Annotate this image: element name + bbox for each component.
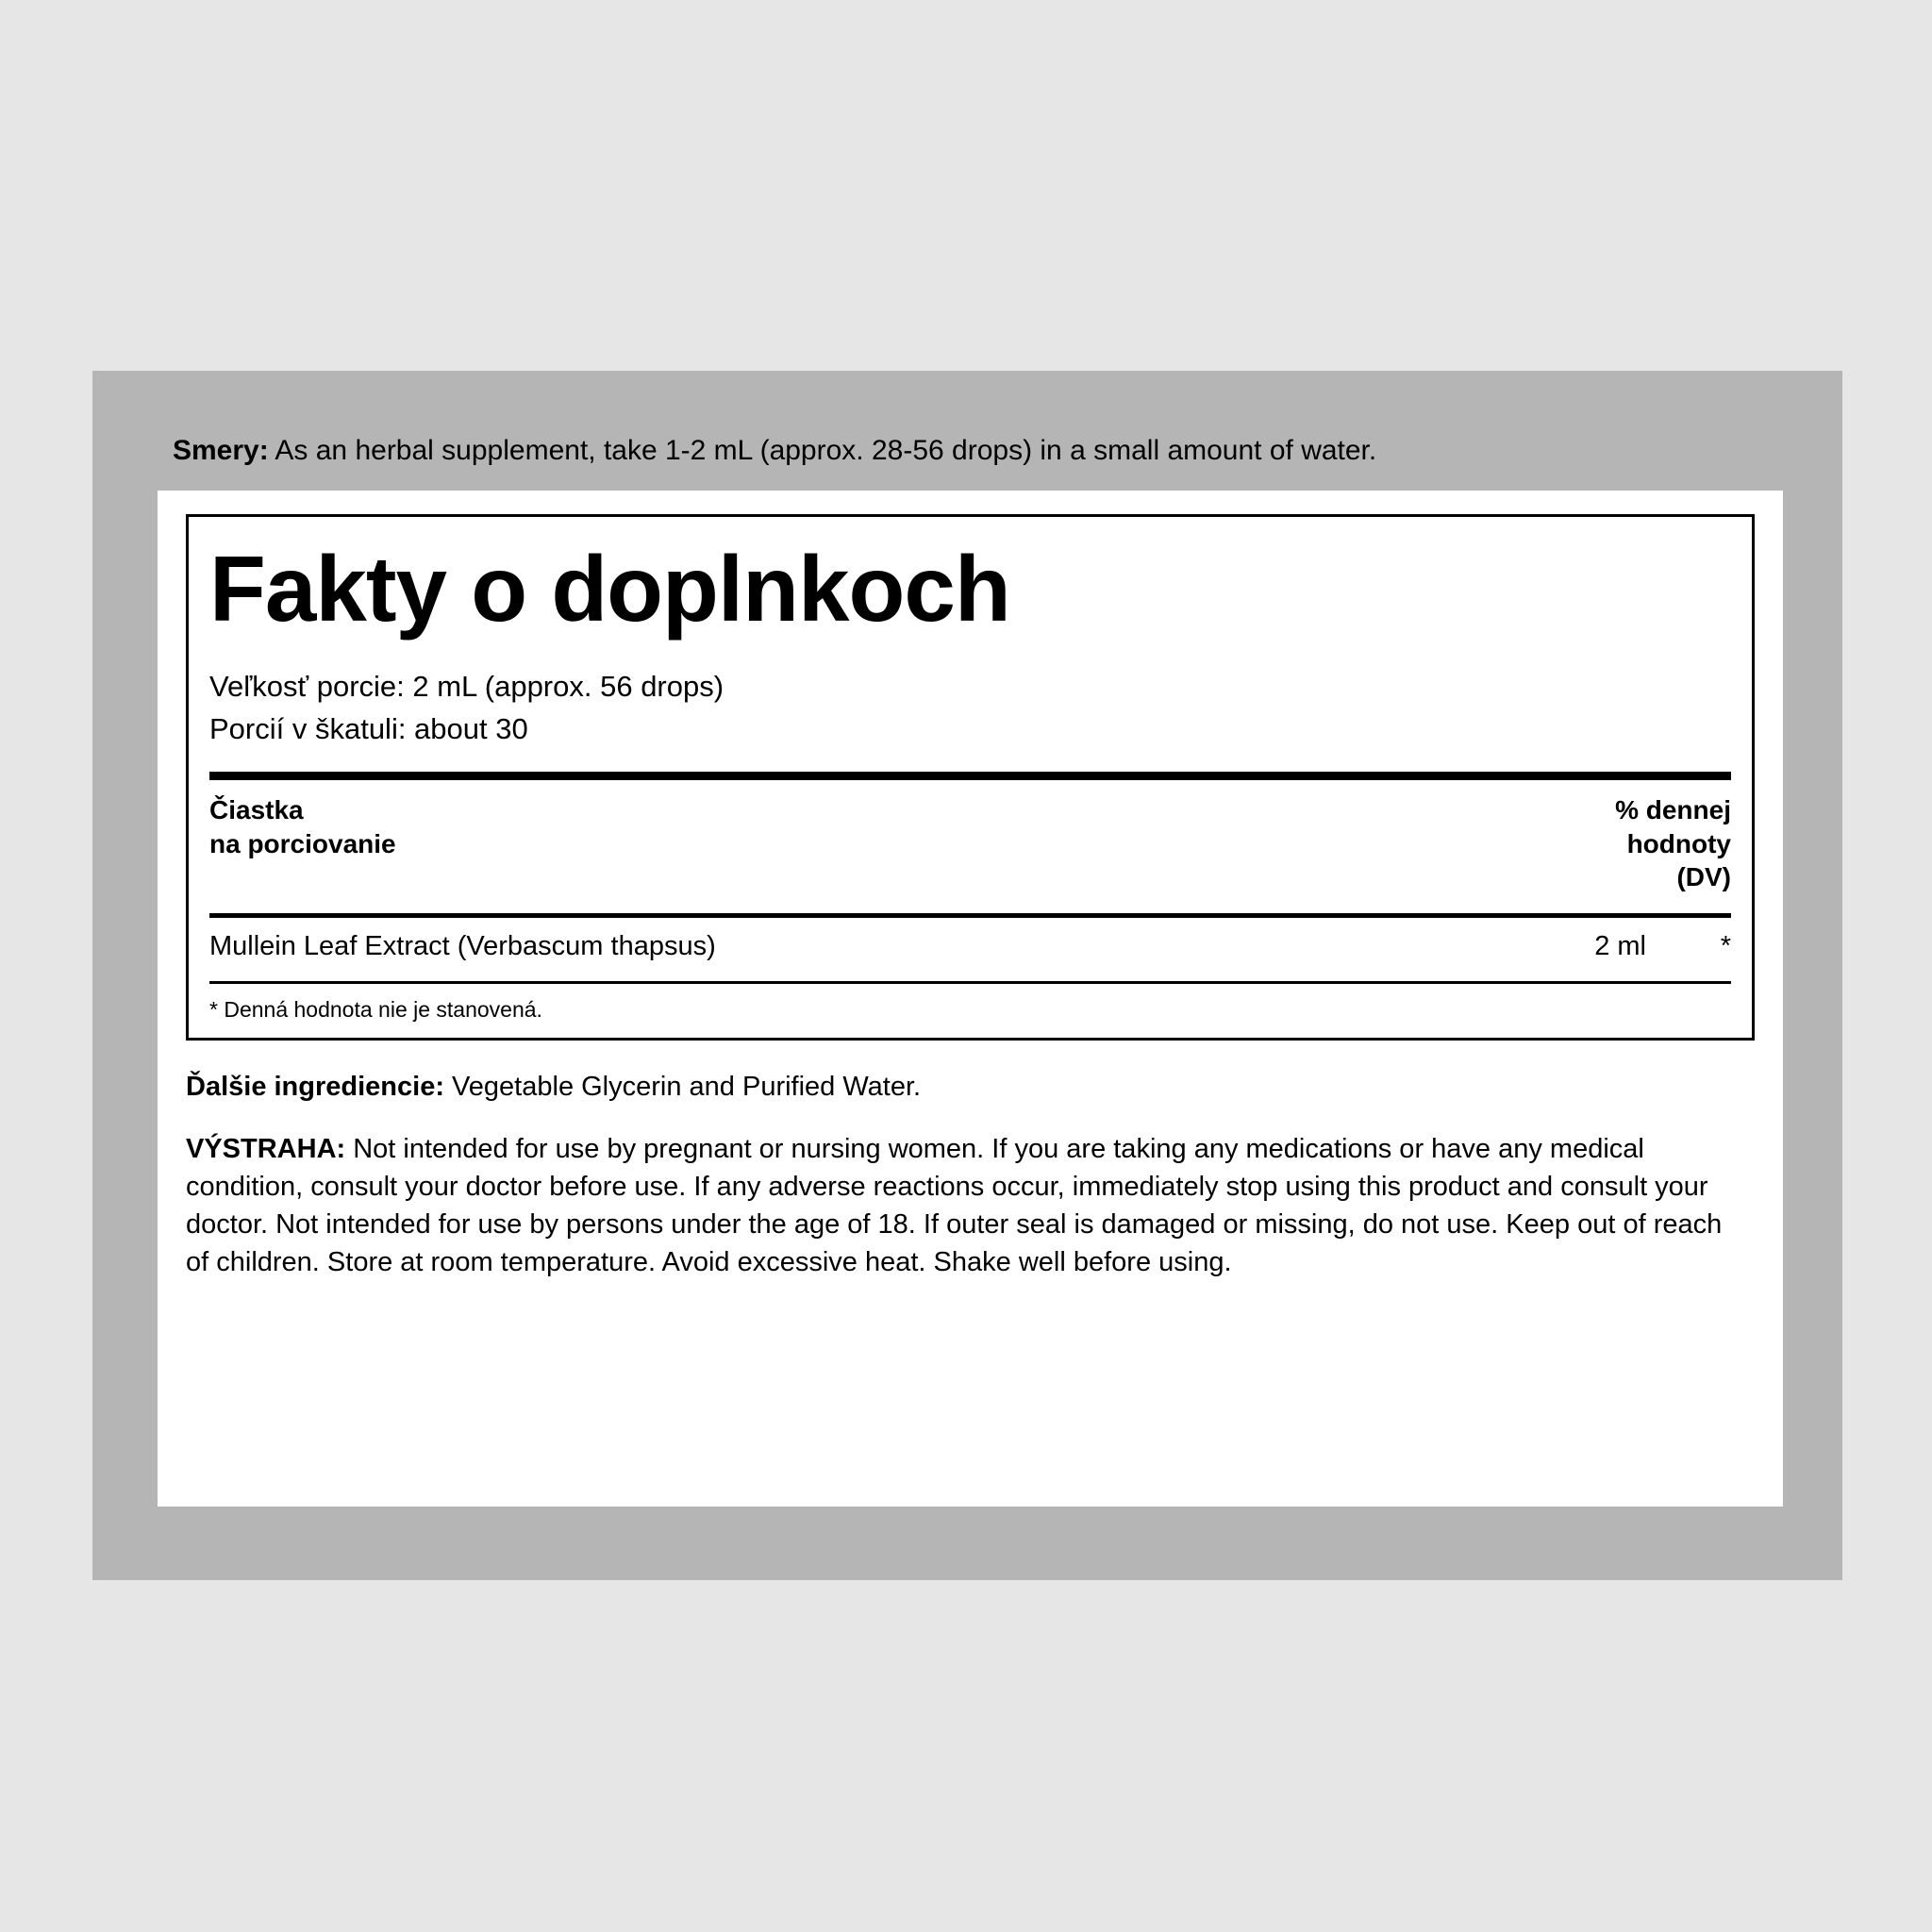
directions-line [173, 432, 1795, 469]
dv-header-line3: (DV) [1676, 862, 1731, 892]
divider-under-header [209, 913, 1731, 918]
warning-text: Not intended for use by pregnant or nursing women. If you are taking any medications or have any medical condition, consult your doctor before use. If any adverse reactions occur, immediately stop using this product and consult your doctor. Not intended for use by persons under the age of 18. If outer seal is damaged or missing, do not use. Keep out of reach of children. Store at room temperature. Avoid excessive heat. Shake well before using. [186, 1134, 1723, 1278]
warning-paragraph [186, 1130, 1750, 1281]
directions-label: Smery: [173, 435, 269, 466]
other-ingredients-line [186, 1069, 1755, 1106]
supplement-facts-panel [186, 514, 1755, 1041]
table-header-row [209, 793, 1731, 904]
label-white-card [158, 491, 1783, 1507]
supplement-facts-title: Fakty o doplnkoch [209, 537, 1010, 641]
ingredient-name: Mullein Leaf Extract (Verbascum thapsus) [209, 931, 716, 962]
daily-value-footnote: * Denná hodnota nie je stanovená. [209, 997, 542, 1023]
dv-header-line2: hodnoty [1626, 828, 1731, 858]
ingredient-amount: 2 ml [1594, 931, 1646, 962]
other-ingredients-label: Ďalšie ingrediencie: [186, 1072, 444, 1103]
divider-thick-top [209, 772, 1731, 780]
amount-column-header [209, 793, 396, 861]
other-ingredients-text: Vegetable Glycerin and Purified Water. [444, 1072, 922, 1103]
ingredient-daily-value: * [1720, 931, 1731, 962]
serving-size: Veľkosť porcie: 2 mL (approx. 56 drops) [209, 669, 724, 703]
daily-value-column-header [1615, 793, 1731, 894]
table-row [209, 931, 1731, 974]
amount-header-line2: na porciovanie [209, 828, 396, 858]
divider-under-row [209, 981, 1731, 984]
label-inner [186, 514, 1755, 1281]
warning-label: VÝSTRAHA: [186, 1134, 346, 1165]
amount-header-line1: Čiastka [209, 794, 304, 824]
servings-per-container: Porcií v škatuli: about 30 [209, 711, 528, 745]
dv-header-line1: % dennej [1615, 794, 1731, 824]
directions-text: As an herbal supplement, take 1-2 mL (approx. 28-56 drops) in a small amount of water. [268, 435, 1377, 466]
